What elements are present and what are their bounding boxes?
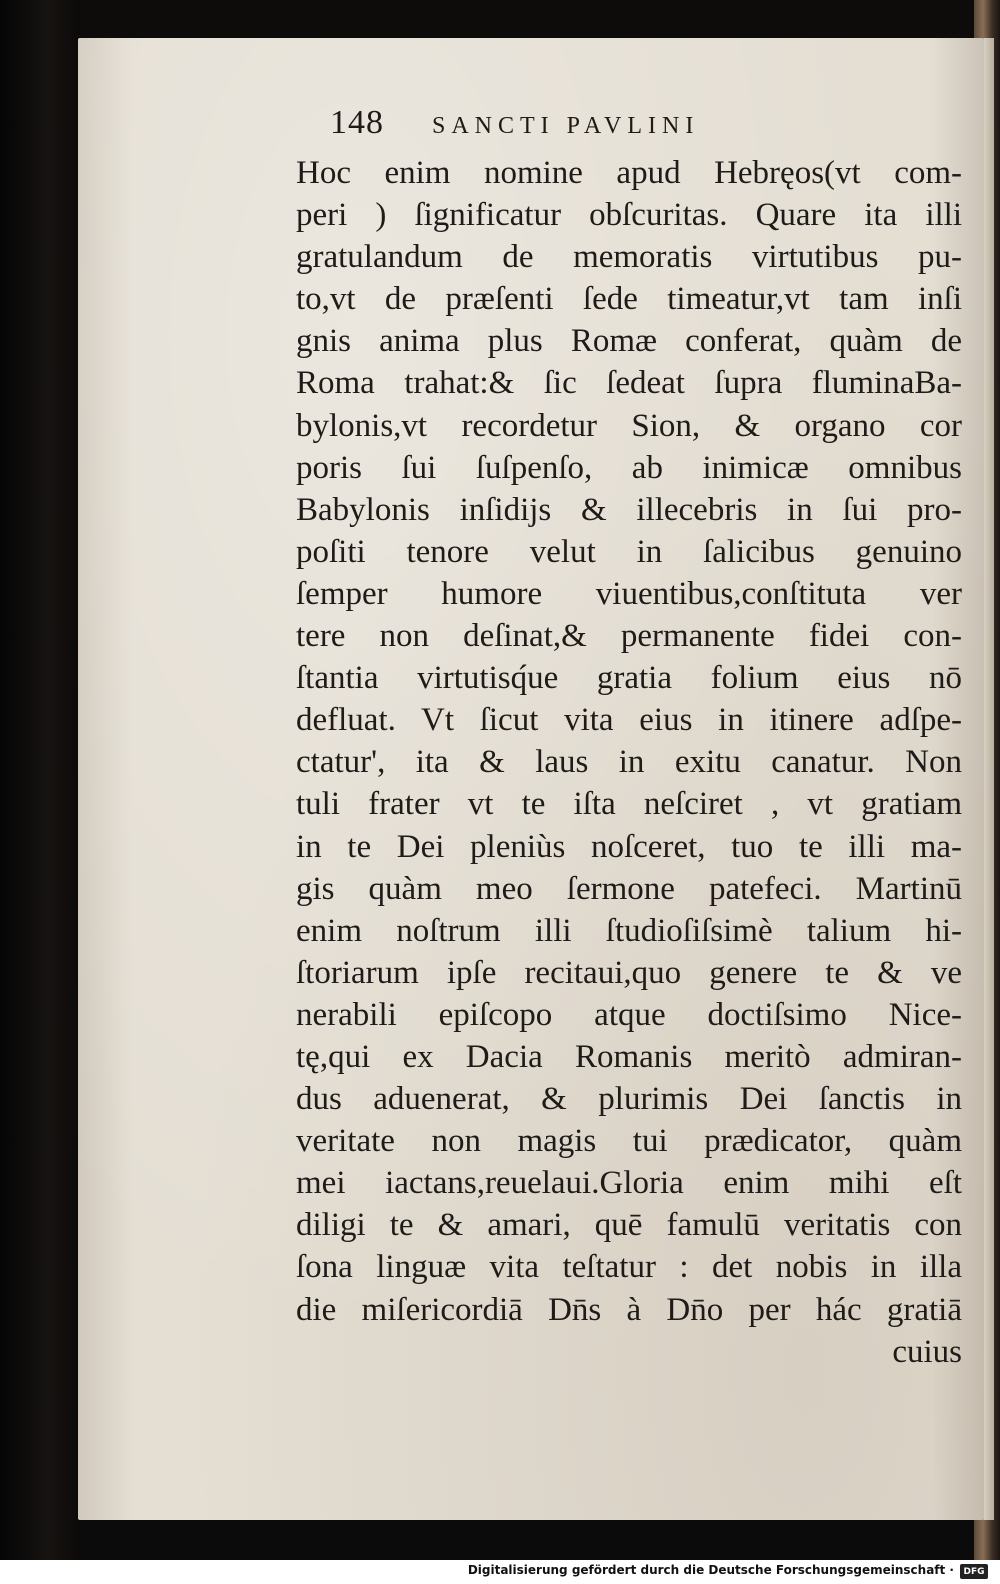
funding-credit: Digitalisierung gefördert durch die Deutsche Forschungsgemeinschaft · (467, 1563, 954, 1577)
text-line: diligi te & amari, quē famulū veritatis con (296, 1207, 962, 1244)
text-line: Hoc enim nomine apud Hebręos(vt com- (296, 155, 962, 191)
text-line: tę,qui ex Dacia Romanis meritò admiran- (296, 1038, 962, 1075)
text-line: ſona linguæ vita teſtatur : det nobis in illa (296, 1249, 962, 1286)
text-line: gnis anima plus Romæ conferat, quàm de (296, 323, 962, 360)
text-line: poris ſui ſuſpenſo, ab inimicæ omnibus (296, 449, 962, 486)
text-line: ſtantia virtutisq́ue gratia folium eius nō (296, 660, 962, 697)
book-spine-shadow (0, 0, 80, 1560)
running-head (330, 104, 850, 152)
text-line: Babylonis inſidijs & illecebris in ſui pro- (296, 491, 962, 528)
text-line: in te Dei pleniùs noſceret, tuo te illi ma- (296, 828, 962, 865)
text-line: to,vt de præſenti ſede timeatur,vt tam inſi (296, 281, 962, 318)
text-line: poſiti tenore velut in ſalicibus genuino (296, 533, 962, 570)
text-line: gis quàm meo ſermone patefeci. Martinū (296, 870, 962, 907)
text-line: ſemper humore viuentibus,conſtituta ver (296, 575, 962, 612)
text-block (296, 152, 962, 1373)
text-line: enim noſtrum illi ſtudioſiſsimè talium hi- (296, 912, 962, 949)
text-line: tere non deſinat,& permanente fidei con- (296, 618, 962, 655)
text-line: tuli frater vt te iſta neſciret , vt gratiam (296, 786, 962, 823)
text-line: die miſericordiā Dn̄s à Dn̄o per hác gratiā (296, 1291, 962, 1328)
page-number: 148 (330, 104, 384, 141)
text-line: gratulandum de memoratis virtutibus pu- (296, 239, 962, 276)
text-line: bylonis,vt recordetur Sion, & organo cor (296, 407, 962, 444)
page-edge (984, 38, 994, 1520)
text-line: nerabili epiſcopo atque doctiſsimo Nice- (296, 996, 962, 1033)
text-line: mei iactans,reuelaui.Gloria enim mihi eſt (296, 1165, 962, 1202)
text-line: veritate non magis tui prædicator, quàm (296, 1123, 962, 1160)
text-line: ctatur', ita & laus in exitu canatur. Non (296, 744, 962, 781)
text-line: Roma trahat:& ſic ſedeat ſupra fluminaBa- (296, 365, 962, 402)
running-title: SANCTI PAVLINI (432, 113, 700, 139)
text-line: dus aduenerat, & plurimis Dei ſanctis in (296, 1081, 962, 1118)
text-line: peri ) ſignificatur obſcuritas. Quare ita illi (296, 197, 962, 234)
dfg-logo-icon: DFG (960, 1564, 988, 1579)
catchword: cuius (892, 1333, 962, 1370)
text-line: ſtoriarum ipſe recitaui,quo genere te & ve (296, 954, 962, 991)
text-line: defluat. Vt ſicut vita eius in itinere adſpe- (296, 702, 962, 739)
background-top (0, 0, 1000, 40)
